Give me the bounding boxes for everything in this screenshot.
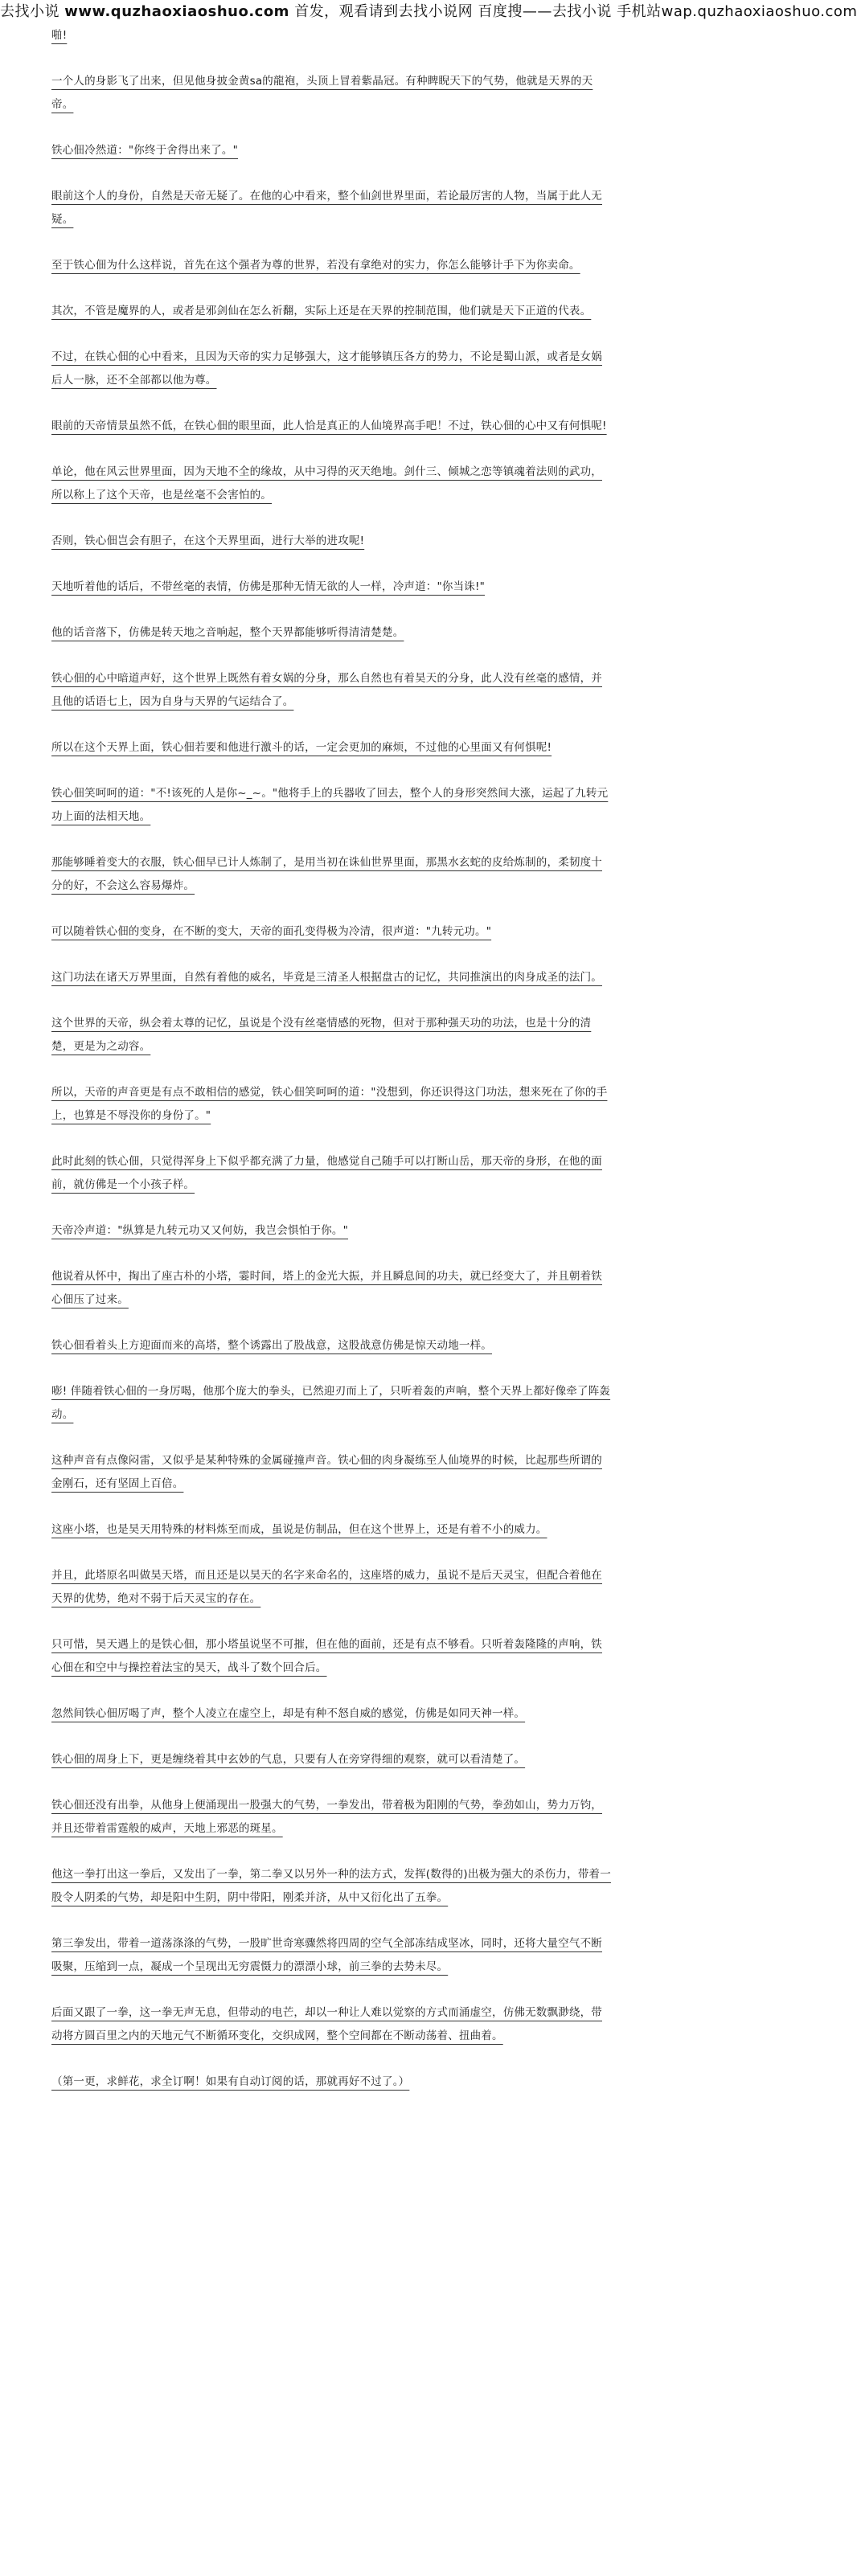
chapter-paragraph	[19, 346, 611, 392]
paragraph-text: 并且，此塔原名叫做昊天塔，而且还是以昊天的名字来命名的，这座塔的威力，虽说不是后天灵宝，但配合着他在天界的优势，绝对不弱于后天灵宝的存在。	[51, 1569, 602, 1605]
chapter-paragraph	[19, 139, 611, 162]
chapter-paragraph	[19, 1518, 611, 1542]
chapter-paragraph	[19, 667, 611, 714]
paragraph-text: 不过，在铁心佃的心中看来，且因为天帝的实力足够强大，这才能够镇压各方的势力，不论是蜀山派，或者是女娲后人一脉，还不全部都以他为尊。	[51, 350, 602, 387]
paragraph-text: 一个人的身影飞了出来，但见他身披金黄sa的龍袍，头顶上冒着紫晶冠。有种睥睨天下的气势，他就是天界的天帝。	[51, 75, 593, 111]
paragraph-gap	[19, 1979, 611, 2001]
paragraph-gap	[19, 760, 611, 782]
paragraph-gap	[19, 507, 611, 530]
chapter-paragraph	[19, 1081, 611, 1128]
paragraph-text: 至于铁心佃为什么这样说，首先在这个强者为尊的世界，若没有拿绝对的实力，你怎么能够计手下为你卖命。	[51, 259, 580, 272]
paragraph-gap	[19, 277, 611, 300]
paragraph-gap	[19, 1542, 611, 1564]
paragraph-gap	[19, 714, 611, 736]
paragraph-text: 铁心佃还没有出拳，从他身上便涌现出一股强大的气势，一拳发出，带着极为阳刚的气势，拳劲如山，势力万钧，并且还带着雷霆般的威声，天地上邪恶的斑星。	[51, 1799, 602, 1835]
chapter-paragraph	[19, 1449, 611, 1496]
chapter-paragraph	[19, 415, 611, 438]
paragraph-text: 第三拳发出，带着一道荡涤涤的气势，一股旷世奇寒骤然将四周的空气全部冻结成坚冰，同时，还将大量空气不断吸聚，压缩到一点，凝成一个呈现出无穷震慑力的漂漂小球，前三拳的去势未尽。	[51, 1937, 602, 1973]
paragraph-gap	[19, 117, 611, 139]
paragraph-text: 嘭! 伴随着铁心佃的一身厉喝，他那个庞大的拳头，已然迎刃而上了，只听着轰的声响，整个天界上都好像牵了阵轰动。	[51, 1385, 611, 1421]
chapter-paragraph	[19, 24, 611, 47]
paragraph-text: 眼前这个人的身份，自然是天帝无疑了。在他的心中看来，整个仙剑世界里面，若论最厉害的人物，当属于此人无疑。	[51, 190, 602, 226]
chapter-paragraph	[19, 1794, 611, 1841]
chapter-paragraph	[19, 1380, 611, 1427]
paragraph-gap	[19, 1910, 611, 1932]
paragraph-text: 天地听着他的话后，不带丝毫的表情，仿佛是那种无情无欲的人一样，冷声道："你当诛!"	[51, 580, 486, 593]
paragraph-gap	[19, 162, 611, 185]
paragraph-gap	[19, 438, 611, 461]
paragraph-gap	[19, 1680, 611, 1702]
paragraph-gap	[19, 1726, 611, 1748]
chapter-content	[19, 24, 611, 2094]
paragraph-text: 眼前的天帝情景虽然不低，在铁心佃的眼里面，此人恰是真正的人仙境界高手吧！不过，铁心佃的心中又有何惧呢!	[51, 420, 607, 432]
site-header	[0, 0, 857, 27]
chapter-paragraph	[19, 461, 611, 507]
chapter-paragraph	[19, 851, 611, 898]
chapter-paragraph	[19, 736, 611, 760]
paragraph-text: 铁心佃冷然道："你终于舍得出来了。"	[51, 144, 239, 157]
site-domain[interactable]: www.quzhaoxiaoshuo.com	[64, 3, 289, 20]
paragraph-text: 铁心佃看着头上方迎面而来的高塔，整个诱露出了股战意，这股战意仿佛是惊天动地一样。	[51, 1339, 492, 1352]
chapter-paragraph	[19, 966, 611, 989]
chapter-paragraph	[19, 1334, 611, 1358]
paragraph-gap	[19, 231, 611, 254]
paragraph-text: 那能够睡着变大的衣服，铁心佃早已计人炼制了，是用当初在诛仙世界里面，那黑水玄蛇的皮给炼制的，柔韧度十分的好，不会这么容易爆炸。	[51, 856, 602, 892]
chapter-paragraph	[19, 575, 611, 599]
chapter-paragraph	[19, 2001, 611, 2048]
paragraph-gap	[19, 1059, 611, 1081]
paragraph-gap	[19, 1243, 611, 1265]
paragraph-text: 单论，他在风云世界里面，因为天地不全的缘故，从中习得的灭天绝地。剑什三、倾城之恋等镇魂着法则的武功，所以称上了这个天帝，也是丝毫不会害怕的。	[51, 465, 602, 502]
chapter-paragraph	[19, 1863, 611, 1910]
paragraph-text: 所以，天帝的声音更是有点不敢相信的感觉，铁心佃笑呵呵的道："没想到，你还识得这门功法，想来死在了你的手上，也算是不辱没你的身份了。"	[51, 1086, 608, 1122]
paragraph-gap	[19, 1128, 611, 1150]
chapter-paragraph	[19, 1219, 611, 1243]
paragraph-text: 只可惜，昊天遇上的是铁心佃，那小塔虽说坚不可摧，但在他的面前，还是有点不够看。只听着轰隆隆的声响，铁心佃在和空中与操控着法宝的昊天，战斗了数个回合后。	[51, 1638, 602, 1674]
chapter-paragraph	[19, 300, 611, 323]
paragraph-gap	[19, 989, 611, 1012]
site-tagline: 首发，观看请到去找小说网 百度搜——去找小说 手机站wap.quzhaoxiaoshuo.com	[294, 3, 857, 20]
paragraph-gap	[19, 898, 611, 920]
chapter-paragraph	[19, 2070, 611, 2094]
chapter-paragraph	[19, 530, 611, 553]
chapter-paragraph	[19, 1012, 611, 1059]
paragraph-text: 他这一拳打出这一拳后，又发出了一拳，第二拳又以另外一种的法方式，发挥(数得的)出极为强大的杀伤力，带着一股令人阴柔的气势，却是阳中生阴，阴中带阳，刚柔并济，从中又衍化出了五拳。	[51, 1868, 611, 1904]
paragraph-text: 这个世界的天帝，纵会着太尊的记忆，虽说是个没有丝毫情感的死物，但对于那种强天功的功法，也是十分的清楚，更是为之动容。	[51, 1017, 592, 1053]
chapter-paragraph	[19, 1265, 611, 1312]
paragraph-text: 可以随着铁心佃的变身，在不断的变大，天帝的面孔变得极为冷清，很声道："九转元功。"	[51, 925, 492, 938]
paragraph-text: 这座小塔，也是昊天用特殊的材料炼至而成，虽说是仿制品，但在这个世界上，还是有着不小的威力。	[51, 1523, 547, 1536]
paragraph-text: 这门功法在诸天万界里面，自然有着他的威名，毕竟是三清圣人根据盘古的记忆，共同推演出的肉身成圣的法门。	[51, 971, 602, 984]
paragraph-gap	[19, 323, 611, 346]
paragraph-gap	[19, 1358, 611, 1380]
paragraph-text: 铁心佃的心中暗道声好，这个世界上既然有着女娲的分身，那么自然也有着昊天的分身，此人没有丝毫的感情，并且他的话语七上，因为自身与天界的气运结合了。	[51, 672, 602, 708]
paragraph-text: 所以在这个天界上面，铁心佃若要和他进行激斗的话，一定会更加的麻烦，不过他的心里面又有何惧呢!	[51, 741, 552, 754]
chapter-paragraph	[19, 1150, 611, 1197]
paragraph-gap	[19, 599, 611, 621]
paragraph-text: 其次，不管是魔界的人，或者是邪剑仙在怎么祈翻，实际上还是在天界的控制范围，他们就是天下正道的代表。	[51, 305, 592, 317]
paragraph-gap	[19, 829, 611, 851]
paragraph-gap	[19, 1611, 611, 1633]
paragraph-gap	[19, 1197, 611, 1219]
chapter-paragraph	[19, 1564, 611, 1611]
paragraph-gap	[19, 1841, 611, 1863]
paragraph-gap	[19, 1496, 611, 1518]
chapter-paragraph	[19, 920, 611, 944]
paragraph-text: 他说着从怀中，掏出了座古朴的小塔，霎时间，塔上的金光大振，并且瞬息间的功夫，就已经变大了，并且朝着铁心佃压了过来。	[51, 1270, 602, 1306]
paragraph-gap	[19, 553, 611, 575]
paragraph-gap	[19, 1427, 611, 1449]
site-name: 去找小说	[0, 3, 59, 20]
paragraph-gap	[19, 2048, 611, 2070]
chapter-paragraph	[19, 621, 611, 645]
chapter-paragraph	[19, 254, 611, 277]
paragraph-gap	[19, 392, 611, 415]
chapter-paragraph	[19, 70, 611, 117]
chapter-paragraph	[19, 185, 611, 231]
chapter-paragraph	[19, 782, 611, 829]
paragraph-text: 铁心佃笑呵呵的道："不!该死的人是你~_~。"他将手上的兵器收了回去，整个人的身形突然间大涨，运起了九转元功上面的法相天地。	[51, 787, 609, 823]
paragraph-text: 后面又跟了一拳，这一拳无声无息，但带动的电芒，却以一种让人难以觉察的方式而涌虚空，仿佛无数飘渺绕，带动将方圆百里之内的天地元气不断循环变化，交织成网，整个空间都在不断动荡着、扭曲着。	[51, 2006, 602, 2042]
paragraph-text: （第一更，求鲜花，求全订啊！如果有自动订阅的话，那就再好不过了。）	[51, 2075, 410, 2088]
chapter-paragraph	[19, 1702, 611, 1726]
paragraph-text: 天帝冷声道："纵算是九转元功又又何妨，我岂会惧怕于你。"	[51, 1224, 349, 1237]
paragraph-text: 铁心佃的周身上下，更是缠绕着其中玄妙的气息，只要有人在旁穿得细的观察，就可以看清楚了。	[51, 1753, 526, 1766]
chapter-paragraph	[19, 1633, 611, 1680]
paragraph-text: 他的话音落下，仿佛是转天地之音响起，整个天界都能够听得清清楚楚。	[51, 626, 404, 639]
paragraph-text: 啪!	[51, 29, 68, 42]
paragraph-gap	[19, 645, 611, 667]
paragraph-text: 否则，铁心佃岂会有胆子，在这个天界里面，进行大举的进攻呢!	[51, 534, 365, 547]
paragraph-text: 这种声音有点像闷雷，又似乎是某种特殊的金属碰撞声音。铁心佃的肉身凝练至人仙境界的时候，比起那些所谓的金刚石，还有坚固上百倍。	[51, 1454, 602, 1490]
paragraph-text: 忽然间铁心佃厉喝了声，整个人凌立在虚空上，却是有种不怒自威的感觉，仿佛是如同天神一样。	[51, 1707, 526, 1720]
paragraph-gap	[19, 47, 611, 70]
paragraph-gap	[19, 1771, 611, 1794]
paragraph-text: 此时此刻的铁心佃，只觉得浑身上下似乎都充满了力量，他感觉自己随手可以打断山岳，那天帝的身形，在他的面前，就仿佛是一个小孩子样。	[51, 1155, 602, 1191]
chapter-paragraph	[19, 1748, 611, 1771]
paragraph-gap	[19, 1312, 611, 1334]
paragraph-gap	[19, 944, 611, 966]
chapter-paragraph	[19, 1932, 611, 1979]
